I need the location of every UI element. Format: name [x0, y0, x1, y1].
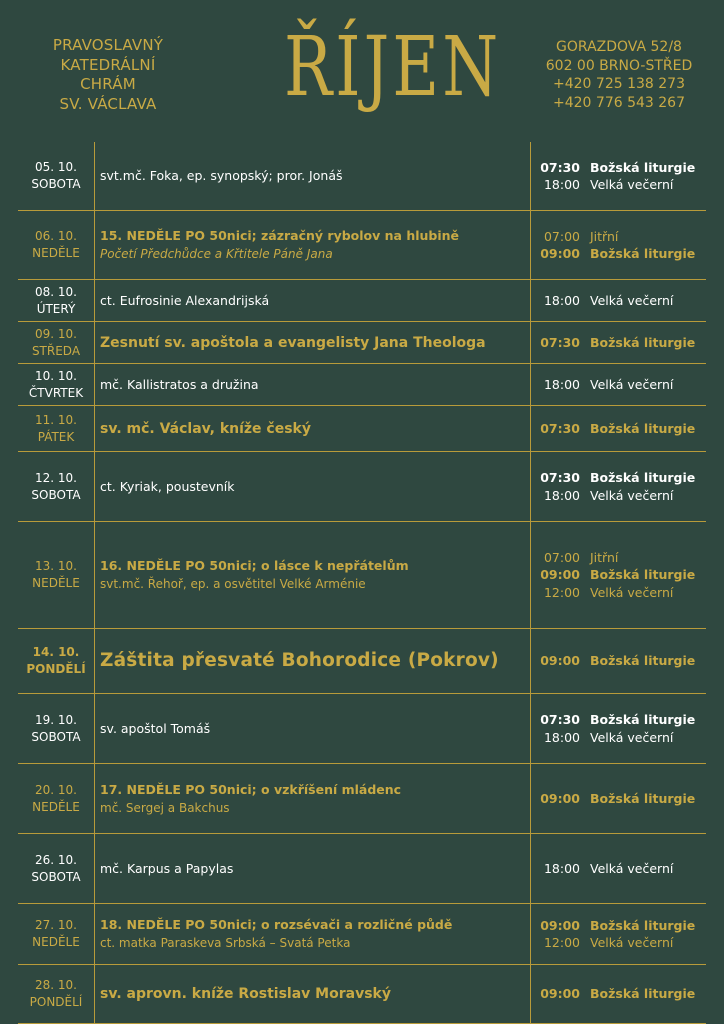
service-item [536, 652, 706, 670]
services-cell [536, 322, 706, 363]
day-cell [18, 452, 94, 521]
weekday-text: PONDĚLÍ [26, 662, 86, 676]
feast-title: sv. aprovn. kníže Rostislav Moravský [100, 986, 391, 1002]
day-cell [18, 211, 94, 279]
day-cell [18, 522, 94, 628]
schedule-row [18, 522, 706, 629]
feast-cell [100, 406, 526, 451]
date-text: 14. 10. [32, 645, 80, 659]
date-text: 12. 10. [35, 470, 77, 485]
weekday-text: PÁTEK [37, 429, 75, 444]
service-time: 07:30 [540, 420, 580, 436]
feast-cell [100, 629, 526, 693]
feast-cell [100, 694, 526, 763]
services-cell [536, 629, 706, 693]
schedule-table [18, 142, 706, 1024]
service-time: 18:00 [543, 376, 580, 392]
phone-number: +420 776 543 267 [553, 94, 685, 111]
service-time: 18:00 [543, 177, 580, 192]
feast-cell [100, 904, 526, 964]
schedule-row [18, 904, 706, 965]
date-text: 09. 10. [35, 326, 77, 341]
services-cell [536, 764, 706, 833]
service-item [536, 934, 706, 952]
church-line: CHRÁM [80, 75, 136, 93]
weekday-text: SOBOTA [31, 177, 81, 191]
weekday-text: SOBOTA [31, 729, 81, 744]
service-name: Božská liturgie [590, 334, 696, 350]
date-text: 05. 10. [35, 160, 77, 174]
church-name [28, 36, 188, 114]
service-item [536, 292, 706, 310]
services-cell [536, 904, 706, 964]
header [0, 0, 724, 142]
feast-title: Zesnutí sv. apoštola a evangelisty Jana Theologa [100, 334, 486, 351]
month-title: ŘÍJEN [284, 20, 502, 115]
service-time: 09:00 [540, 246, 580, 261]
feast-cell [100, 764, 526, 833]
service-item [536, 729, 706, 747]
service-name: Božská liturgie [590, 986, 696, 1002]
feast-title: 17. NEDĚLE PO 50nici; o vzkříšení mládenc [100, 781, 402, 797]
service-item [536, 469, 706, 487]
service-item [536, 549, 706, 567]
church-line: KATEDRÁLNÍ [60, 55, 156, 74]
service-item [536, 711, 706, 729]
service-name: Božská liturgie [590, 470, 696, 485]
service-time: 09:00 [540, 567, 580, 583]
service-name: Velká večerní [590, 935, 674, 950]
feast-subtitle: mč. Sergej a Bakchus [100, 800, 230, 815]
date-text: 13. 10. [35, 559, 77, 573]
address-street: GORAZDOVA 52/8 [556, 39, 682, 55]
service-name: Velká večerní [590, 292, 674, 308]
feast-title: 18. NEDĚLE PO 50nici; o rozsévači a rozličné půdě [100, 917, 453, 932]
weekday-text: STŘEDA [31, 343, 81, 358]
service-item [536, 860, 706, 878]
weekday-text: SOBOTA [31, 869, 81, 884]
service-time: 18:00 [543, 487, 580, 503]
feast-subtitle: svt.mč. Řehoř, ep. a osvětitel Velké Arménie [100, 577, 366, 591]
services-cell [536, 452, 706, 521]
service-time: 12:00 [543, 584, 580, 600]
service-time: 07:30 [540, 712, 580, 727]
day-cell [18, 629, 94, 693]
phone-number: +420 725 138 273 [553, 76, 685, 92]
service-item [536, 176, 706, 194]
weekday-text: NEDĚLE [32, 935, 80, 949]
church-line: SV. VÁCLAVA [59, 94, 157, 113]
service-item [536, 566, 706, 584]
feast-cell [100, 211, 526, 279]
feast-subtitle: ct. matka Paraskeva Srbská – Svatá Petka [100, 936, 351, 950]
feast-cell [100, 834, 526, 903]
service-name: Jitřní [590, 228, 619, 244]
feast-title: svt.mč. Foka, ep. synopský; pror. Jonáš [100, 168, 343, 183]
feast-title: mč. Karpus a Papylas [100, 860, 234, 876]
date-text: 10. 10. [35, 368, 77, 383]
weekday-text: SOBOTA [31, 487, 81, 502]
service-name: Božská liturgie [590, 917, 696, 933]
feast-title: 15. NEDĚLE PO 50nici; zázračný rybolov na hlubině [100, 228, 460, 243]
schedule-row [18, 452, 706, 522]
service-name: Velká večerní [590, 584, 674, 600]
schedule-row [18, 142, 706, 211]
schedule-row [18, 764, 706, 834]
feast-subtitle: Početí Předchůdce a Křtitele Páně Jana [100, 247, 333, 261]
schedule-row [18, 211, 706, 280]
service-time: 07:00 [543, 549, 580, 565]
date-text: 06. 10. [35, 229, 77, 243]
schedule-row [18, 364, 706, 406]
feast-cell [100, 522, 526, 628]
weekday-text: ÚTERÝ [36, 301, 76, 316]
service-time: 07:30 [540, 159, 580, 175]
feast-cell [100, 965, 526, 1023]
service-item [536, 487, 706, 505]
service-name: Božská liturgie [590, 159, 696, 175]
services-cell [536, 364, 706, 405]
service-time: 09:00 [540, 790, 580, 806]
service-name: Božská liturgie [590, 653, 696, 669]
service-item [536, 790, 706, 808]
service-time: 07:30 [540, 470, 580, 485]
service-time: 09:00 [540, 653, 580, 669]
schedule-row [18, 322, 706, 364]
service-time: 18:00 [543, 292, 580, 308]
service-name: Božská liturgie [590, 420, 696, 436]
service-item [536, 245, 706, 263]
weekday-text: ČTVRTEK [28, 385, 84, 400]
service-name: Božská liturgie [590, 567, 696, 583]
services-cell [536, 406, 706, 451]
service-time: 12:00 [543, 935, 580, 950]
service-item [536, 334, 706, 352]
feast-title: ct. Eufrosinie Alexandrijská [100, 292, 270, 308]
day-cell [18, 142, 94, 210]
services-cell [536, 280, 706, 321]
schedule-row [18, 965, 706, 1024]
services-cell [536, 965, 706, 1023]
schedule-row [18, 280, 706, 322]
weekday-text: NEDĚLE [32, 799, 80, 814]
date-text: 19. 10. [35, 712, 77, 727]
feast-cell [100, 322, 526, 363]
feast-title: Záštita přesvaté Bohorodice (Pokrov) [100, 650, 499, 671]
services-cell [536, 694, 706, 763]
service-time: 07:30 [540, 334, 580, 350]
services-cell [536, 211, 706, 279]
service-time: 18:00 [543, 860, 580, 876]
service-name: Velká večerní [590, 860, 674, 876]
day-cell [18, 406, 94, 451]
schedule-row [18, 406, 706, 452]
service-name: Velká večerní [590, 376, 674, 392]
feast-title: 16. NEDĚLE PO 50nici; o lásce k nepřátelům [100, 558, 409, 573]
service-item [536, 420, 706, 438]
service-item [536, 985, 706, 1003]
weekday-text: NEDĚLE [32, 246, 80, 260]
feast-cell [100, 452, 526, 521]
schedule-row [18, 834, 706, 904]
church-line: PRAVOSLAVNÝ [52, 36, 164, 54]
service-item [536, 228, 706, 246]
service-name: Velká večerní [590, 729, 674, 745]
weekday-text: NEDĚLE [32, 576, 80, 590]
weekday-text: PONDĚLÍ [29, 995, 83, 1009]
day-cell [18, 834, 94, 903]
service-time: 18:00 [543, 729, 580, 745]
feast-title: mč. Kallistratos a družina [100, 376, 259, 392]
day-cell [18, 364, 94, 405]
feast-title: ct. Kyriak, poustevník [100, 478, 235, 494]
service-item [536, 917, 706, 935]
date-text: 28. 10. [35, 978, 77, 992]
service-name: Velká večerní [590, 177, 674, 192]
day-cell [18, 322, 94, 363]
service-time: 09:00 [540, 986, 580, 1002]
service-name: Velká večerní [590, 487, 674, 503]
date-text: 08. 10. [35, 284, 77, 299]
date-text: 27. 10. [35, 918, 77, 932]
service-name: Božská liturgie [590, 790, 696, 806]
services-cell [536, 522, 706, 628]
service-time: 09:00 [540, 917, 580, 933]
feast-cell [100, 364, 526, 405]
service-time: 07:00 [543, 228, 580, 244]
address-city: 602 00 BRNO-STŘED [545, 57, 693, 74]
service-item [536, 376, 706, 394]
service-name: Božská liturgie [590, 712, 696, 727]
services-cell [536, 142, 706, 210]
service-name: Božská liturgie [590, 246, 696, 261]
date-text: 20. 10. [35, 782, 77, 797]
feast-cell [100, 280, 526, 321]
service-name: Jitřní [590, 549, 619, 565]
service-item [536, 159, 706, 177]
date-text: 26. 10. [35, 852, 77, 867]
day-cell [18, 694, 94, 763]
services-cell [536, 834, 706, 903]
day-cell [18, 904, 94, 964]
date-text: 11. 10. [35, 412, 77, 427]
feast-title: sv. mč. Václav, kníže český [100, 420, 311, 437]
contact-address [524, 38, 714, 112]
service-item [536, 584, 706, 602]
day-cell [18, 965, 94, 1023]
day-cell [18, 280, 94, 321]
feast-cell [100, 142, 526, 210]
schedule-row [18, 694, 706, 764]
feast-title: sv. apoštol Tomáš [100, 720, 211, 736]
schedule-row [18, 629, 706, 694]
day-cell [18, 764, 94, 833]
